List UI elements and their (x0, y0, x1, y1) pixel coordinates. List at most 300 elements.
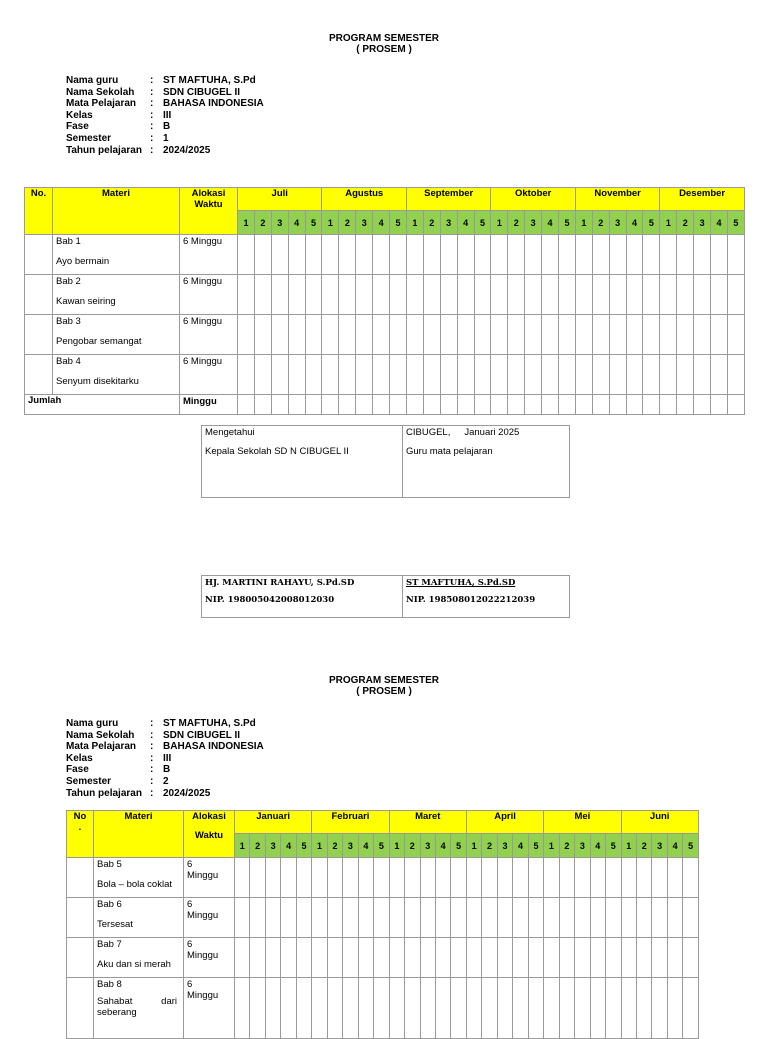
week-header: 2 (250, 834, 265, 858)
schedule-cell (559, 898, 574, 938)
schedule-cell (466, 858, 481, 898)
schedule-cell (271, 315, 288, 355)
schedule-cell (660, 275, 677, 315)
alokasi-cell: 6 Minggu (180, 275, 238, 315)
schedule-cell (296, 898, 311, 938)
schedule-cell (694, 275, 711, 315)
schedule-cell (513, 858, 528, 898)
schedule-cell (440, 275, 457, 315)
schedule-cell (389, 978, 404, 1039)
schedule-cell (288, 315, 305, 355)
week-header: 3 (271, 211, 288, 235)
schedule-cell (265, 858, 280, 898)
schedule-cell (482, 898, 497, 938)
schedule-cell (544, 898, 559, 938)
week-header: 2 (423, 211, 440, 235)
schedule-cell (677, 315, 694, 355)
schedule-cell (265, 938, 280, 978)
info-sep: : (150, 775, 154, 787)
bab-label: Bab 6 (97, 899, 122, 910)
schedule-cell (281, 978, 296, 1039)
no-cell (25, 355, 53, 395)
week-header: 1 (621, 834, 636, 858)
materi-cell (53, 315, 180, 355)
signature-box (201, 425, 570, 498)
schedule-cell (474, 315, 491, 355)
schedule-cell (406, 355, 423, 395)
table-row (67, 898, 699, 938)
schedule-cell (727, 395, 744, 415)
sign-date: Januari 2025 (464, 427, 520, 438)
schedule-cell (440, 395, 457, 415)
schedule-cell (312, 978, 327, 1039)
header-no-text: No (73, 811, 87, 822)
schedule-cell (667, 978, 682, 1039)
info-label: Semester (66, 775, 112, 787)
week-header: 4 (590, 834, 605, 858)
schedule-cell (423, 395, 440, 415)
week-header: 1 (406, 211, 423, 235)
week-header: 3 (694, 211, 711, 235)
info-label: Fase (66, 764, 89, 776)
info-sep: : (150, 729, 154, 741)
week-header: 3 (525, 211, 542, 235)
schedule-cell (694, 395, 711, 415)
schedule-cell (626, 275, 643, 315)
schedule-cell (312, 938, 327, 978)
schedule-cell (727, 235, 744, 275)
schedule-cell (235, 978, 250, 1039)
materi-cell (53, 355, 180, 395)
info-row (66, 133, 264, 145)
schedule-cell (390, 355, 407, 395)
schedule-cell (405, 898, 420, 938)
month-header: Oktober (491, 188, 575, 211)
schedule-cell (238, 395, 255, 415)
week-header: 1 (235, 834, 250, 858)
prosem-table-2 (66, 810, 699, 1039)
schedule-cell (250, 938, 265, 978)
week-header: 3 (575, 834, 590, 858)
schedule-cell (435, 938, 450, 978)
schedule-cell (660, 315, 677, 355)
bab-title: Tersesat (97, 919, 133, 930)
schedule-cell (542, 275, 559, 315)
alokasi-unit: Minggu (187, 950, 219, 961)
info-row (66, 753, 264, 765)
schedule-cell (440, 315, 457, 355)
schedule-cell (451, 978, 466, 1039)
schedule-cell (423, 275, 440, 315)
month-header: Agustus (322, 188, 406, 211)
info-row (66, 776, 264, 788)
schedule-cell (491, 235, 508, 275)
schedule-cell (513, 898, 528, 938)
week-header: 1 (575, 211, 592, 235)
month-header: Mei (544, 811, 621, 834)
schedule-cell (374, 978, 389, 1039)
schedule-cell (343, 858, 358, 898)
schedule-cell (528, 978, 544, 1039)
schedule-cell (559, 235, 576, 275)
info-sep: : (150, 109, 154, 121)
schedule-cell (457, 235, 474, 275)
week-header: 3 (356, 211, 373, 235)
week-header: 4 (667, 834, 682, 858)
week-header: 5 (296, 834, 311, 858)
info-value: 1 (163, 132, 169, 144)
schedule-cell (542, 235, 559, 275)
info-value: III (163, 752, 172, 764)
schedule-cell (652, 858, 667, 898)
info-value: BAHASA INDONESIA (163, 741, 264, 753)
alokasi-cell: 6 Minggu (180, 315, 238, 355)
bab-label: Bab 5 (97, 859, 122, 870)
schedule-cell (389, 898, 404, 938)
header-alokasi: Alokasi Waktu (180, 188, 238, 235)
schedule-cell (322, 355, 339, 395)
schedule-cell (711, 355, 728, 395)
schedule-cell (390, 395, 407, 415)
alokasi-num: 6 (187, 859, 193, 870)
schedule-cell (235, 898, 250, 938)
schedule-cell (652, 978, 667, 1039)
bab-title: Ayo bermain (56, 256, 110, 267)
schedule-cell (281, 898, 296, 938)
week-header: 2 (592, 211, 609, 235)
schedule-cell (373, 235, 390, 275)
schedule-cell (559, 275, 576, 315)
schedule-cell (312, 898, 327, 938)
month-header: September (406, 188, 490, 211)
week-header: 3 (440, 211, 457, 235)
info-label: Nama guru (66, 718, 119, 729)
schedule-cell (254, 315, 271, 355)
month-header: Februari (312, 811, 389, 834)
schedule-cell (281, 858, 296, 898)
alokasi-cell: 6 Minggu (180, 355, 238, 395)
schedule-cell (356, 235, 373, 275)
header-no (67, 811, 94, 858)
schedule-cell (406, 315, 423, 355)
schedule-cell (592, 235, 609, 275)
week-header: 3 (420, 834, 435, 858)
schedule-cell (575, 858, 590, 898)
schedule-cell (590, 978, 605, 1039)
table-row (25, 315, 745, 355)
schedule-cell (513, 978, 528, 1039)
week-header: 4 (626, 211, 643, 235)
sign-left-top (202, 426, 403, 498)
no-cell (25, 315, 53, 355)
week-header: 5 (683, 834, 699, 858)
schedule-cell (609, 395, 626, 415)
schedule-cell (609, 355, 626, 395)
schedule-cell (271, 395, 288, 415)
week-header: 4 (281, 834, 296, 858)
schedule-cell (606, 898, 622, 938)
no-cell (67, 898, 94, 938)
schedule-cell (356, 355, 373, 395)
guru-name: ST MAFTUHA, S.Pd.SD (406, 578, 516, 588)
schedule-cell (694, 355, 711, 395)
schedule-cell (457, 355, 474, 395)
bab-title-c: seberang (97, 1007, 137, 1018)
schedule-cell (592, 395, 609, 415)
schedule-cell (727, 275, 744, 315)
schedule-cell (406, 275, 423, 315)
materi-cell (94, 978, 184, 1039)
schedule-cell (305, 355, 322, 395)
schedule-cell (683, 938, 699, 978)
week-header: 2 (405, 834, 420, 858)
schedule-cell (508, 355, 525, 395)
schedule-cell (621, 938, 636, 978)
table-row (67, 858, 699, 898)
schedule-cell (643, 355, 660, 395)
schedule-cell (652, 938, 667, 978)
schedule-cell (356, 275, 373, 315)
schedule-cell (238, 235, 255, 275)
info-block-2 (66, 718, 264, 799)
schedule-cell (339, 275, 356, 315)
schedule-cell (390, 275, 407, 315)
week-header: 4 (435, 834, 450, 858)
week-header: 1 (238, 211, 255, 235)
schedule-cell (457, 315, 474, 355)
info-value: 2024/2025 (163, 787, 211, 799)
schedule-cell (423, 355, 440, 395)
schedule-cell (374, 898, 389, 938)
materi-cell (94, 938, 184, 978)
week-header: 5 (305, 211, 322, 235)
schedule-cell (609, 235, 626, 275)
schedule-cell (621, 858, 636, 898)
schedule-cell (390, 235, 407, 275)
bab-title-a: Sahabat (97, 996, 133, 1007)
no-cell (67, 938, 94, 978)
sign-left-name-cell (202, 576, 403, 618)
header-alokasi-1: Alokasi (192, 811, 226, 822)
schedule-cell (250, 978, 265, 1039)
info-label: Tahun pelajaran (66, 144, 142, 156)
schedule-cell (606, 858, 622, 898)
no-cell (25, 275, 53, 315)
kepsek-nip: NIP. 198005042008012030 (205, 595, 335, 605)
info-sep: : (150, 75, 154, 86)
schedule-cell (457, 395, 474, 415)
schedule-cell (405, 938, 420, 978)
week-header: 2 (482, 834, 497, 858)
schedule-cell (621, 978, 636, 1039)
info-label: Mata Pelajaran (66, 741, 137, 753)
schedule-cell (508, 275, 525, 315)
schedule-cell (559, 355, 576, 395)
schedule-cell (358, 858, 373, 898)
no-cell (67, 978, 94, 1039)
schedule-cell (440, 355, 457, 395)
bab-title-b: dari (161, 996, 177, 1007)
info-value: B (163, 764, 171, 776)
schedule-cell (322, 235, 339, 275)
page-subtitle-1: ( PROSEM ) (356, 44, 412, 55)
schedule-cell (575, 938, 590, 978)
jumlah-row (25, 395, 745, 415)
schedule-cell (327, 978, 342, 1039)
week-header: 3 (497, 834, 512, 858)
alokasi-unit: Minggu (187, 990, 219, 1001)
info-row (66, 145, 264, 157)
schedule-cell (271, 355, 288, 395)
schedule-cell (305, 395, 322, 415)
schedule-cell (592, 355, 609, 395)
info-value: ST MAFTUHA, S.Pd (163, 718, 256, 729)
bab-title: Senyum disekitarku (56, 376, 139, 387)
schedule-cell (420, 978, 435, 1039)
alokasi-num: 6 (187, 939, 193, 950)
schedule-cell (474, 275, 491, 315)
schedule-cell (474, 355, 491, 395)
schedule-cell (343, 938, 358, 978)
info-label: Nama Sekolah (66, 86, 135, 98)
week-header: 5 (451, 834, 466, 858)
schedule-cell (508, 315, 525, 355)
info-label: Nama guru (66, 75, 119, 86)
info-label: Kelas (66, 109, 93, 121)
week-header: 4 (288, 211, 305, 235)
schedule-cell (636, 898, 651, 938)
week-header: 4 (711, 211, 728, 235)
info-value: SDN CIBUGEL II (163, 729, 241, 741)
week-header: 5 (390, 211, 407, 235)
page-subtitle-2: ( PROSEM ) (356, 686, 412, 697)
week-header: 4 (513, 834, 528, 858)
schedule-cell (358, 938, 373, 978)
schedule-cell (356, 315, 373, 355)
week-header: 1 (544, 834, 559, 858)
schedule-cell (528, 898, 544, 938)
schedule-cell (575, 978, 590, 1039)
page-title-2: PROGRAM SEMESTER (328, 675, 439, 686)
table-row (25, 235, 745, 275)
info-value: ST MAFTUHA, S.Pd (163, 75, 256, 86)
info-sep: : (150, 741, 154, 753)
schedule-cell (250, 898, 265, 938)
table-row (25, 275, 745, 315)
schedule-cell (271, 235, 288, 275)
schedule-cell (727, 355, 744, 395)
schedule-cell (305, 315, 322, 355)
schedule-cell (609, 315, 626, 355)
schedule-cell (525, 395, 542, 415)
info-sep: : (150, 121, 154, 133)
schedule-cell (497, 858, 512, 898)
schedule-cell (497, 898, 512, 938)
schedule-cell (590, 938, 605, 978)
week-header: 2 (677, 211, 694, 235)
schedule-cell (358, 978, 373, 1039)
schedule-cell (482, 858, 497, 898)
page-title-1: PROGRAM SEMESTER (328, 33, 439, 44)
schedule-cell (457, 275, 474, 315)
schedule-cell (373, 315, 390, 355)
schedule-cell (288, 355, 305, 395)
schedule-cell (254, 235, 271, 275)
info-value: BAHASA INDONESIA (163, 98, 264, 110)
info-row (66, 87, 264, 99)
schedule-cell (288, 275, 305, 315)
schedule-cell (339, 355, 356, 395)
info-sep: : (150, 98, 154, 110)
no-cell (67, 858, 94, 898)
bab-title: Pengobar semangat (56, 336, 142, 347)
week-header: 5 (559, 211, 576, 235)
alokasi-unit: Minggu (187, 910, 219, 921)
schedule-cell (677, 395, 694, 415)
schedule-cell (440, 235, 457, 275)
schedule-cell (322, 315, 339, 355)
materi-cell (53, 235, 180, 275)
week-header: 5 (727, 211, 744, 235)
info-sep: : (150, 718, 154, 729)
header-no: No. (25, 188, 53, 235)
schedule-cell (296, 858, 311, 898)
info-sep: : (150, 752, 154, 764)
week-header: 5 (643, 211, 660, 235)
week-header: 4 (358, 834, 373, 858)
month-header: Juli (238, 188, 322, 211)
week-header: 2 (339, 211, 356, 235)
schedule-cell (374, 938, 389, 978)
info-row (66, 788, 264, 800)
week-header: 5 (474, 211, 491, 235)
schedule-cell (435, 898, 450, 938)
info-row (66, 718, 264, 730)
info-label: Kelas (66, 752, 93, 764)
schedule-cell (327, 938, 342, 978)
sign-right-name-cell (403, 576, 570, 618)
info-row (66, 110, 264, 122)
schedule-cell (423, 315, 440, 355)
schedule-cell (482, 978, 497, 1039)
bab-label: Bab 4 (56, 356, 81, 367)
schedule-cell (491, 355, 508, 395)
schedule-cell (435, 858, 450, 898)
info-sep: : (150, 764, 154, 776)
week-header: 2 (636, 834, 651, 858)
schedule-cell (559, 938, 574, 978)
materi-cell (94, 898, 184, 938)
info-sep: : (150, 86, 154, 98)
schedule-cell (609, 275, 626, 315)
schedule-cell (254, 275, 271, 315)
sign-kepsek-role: Kepala Sekolah SD N CIBUGEL II (205, 446, 349, 457)
schedule-cell (606, 938, 622, 978)
schedule-cell (296, 978, 311, 1039)
sign-place: CIBUGEL, (406, 427, 451, 438)
info-sep: : (150, 144, 154, 156)
info-value: III (163, 109, 172, 121)
schedule-cell (491, 275, 508, 315)
month-header: Maret (389, 811, 466, 834)
schedule-cell (592, 315, 609, 355)
kepsek-name: HJ. MARTINI RAHAYU, S.Pd.SD (205, 578, 355, 588)
schedule-cell (542, 395, 559, 415)
alokasi-cell: 6 Minggu (180, 235, 238, 275)
schedule-cell (660, 395, 677, 415)
schedule-cell (544, 858, 559, 898)
schedule-cell (423, 235, 440, 275)
